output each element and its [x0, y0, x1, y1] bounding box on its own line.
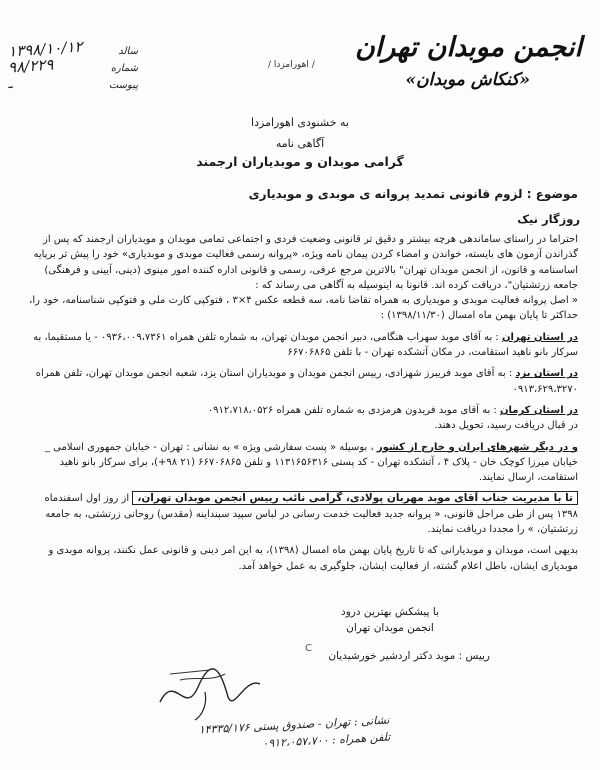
org-name: انجمن موبدان تهران — [354, 32, 582, 63]
body-paragraph-intro: احتراما در راستای ساماندهی هرچه بیشتر و دقیق تر قانونی وضعیت فردی و اجتماعی تمامی موبدان و موبدیاران ارجمند که پس از گذراندن آزمون های بایسته، خواندن و امضاء کردن پیمان نامه ویژه، «پروانه رسمی فعالیت موبدی و موبدیاری» خود را پیش تر برپایه اساسنامه و قانون، از انجمن موبدان تهران" بالاترین مرجع عرفی، رسمی و قانونی اداره کننده امور مینوی (دینی، آیینی و فرهنگی) جامعه زرتشتیان"، دریافت کرده اند. قانونا به اینوسیله به آگاهی می رساند که : — [33, 234, 578, 291]
number-label: شماره — [110, 63, 138, 74]
regards-line: با پیشکش بهترین درود — [341, 606, 439, 618]
delivery-note: در قبال دریافت رسید، تحویل دهند. — [434, 420, 578, 432]
date-label: سالد — [118, 46, 138, 57]
invocation: به خشنودی اهورامزدا — [251, 116, 349, 129]
other-cities-text: ، بوسیله « پست سفارشی ویژه » به نشانی : تهران - خیابان جمهوری اسلامی _ خیابان میرزا کوچک خان - پلاک ۴ ، آتشکده تهران - کد پستی ۱۱۳۱۶۵۶۳۱۶ و تلفن ۶۶۷۰۶۸۶۵ (۲۱ ۹۸+)، برای سرکار بانو ناهید استقامت، ارسال نمایند. — [44, 441, 578, 484]
yazd-instruction — [22, 366, 578, 397]
motto: / اهورامزدا / — [268, 60, 315, 70]
yazd-label: در استان یزد — [515, 368, 578, 380]
signature-org: انجمن موبدان تهران — [346, 622, 434, 634]
attachment-value: ـ — [7, 73, 14, 93]
date-row — [7, 37, 138, 61]
subject-line: موضوع : لزوم قانونی تمدید پروانه ی موبدی و موبدیاری — [248, 187, 578, 201]
body-paragraph-requirements: « اصل پروانه فعالیت موبدی و موبدیاری به همراه تقاضا نامه، سه قطعه عکس ۴×۳ ، فتوکپی کارت ملی و فتوکپی شناسنامه، خود را، حداکثر تا پایان بهمن ماه امسال (۱۳۹۸/۱۱/۳۰) : — [29, 295, 578, 322]
other-cities-instruction — [22, 440, 578, 486]
greeting: روزگار نیک — [517, 212, 580, 226]
tehran-text: : به آقای موبد سهراب هنگامی، دبیر انجمن موبدان تهران، به شماره تلفن همراه ۰۹۳۶،۰۰۹،۷۳۶۱ - یا مستقیما، به سرکار بانو ناهید استقامت، در مکان آتشکده تهران - با تلفن ۶۶۷۰۶۸۶۵ — [33, 331, 578, 359]
letter-meta — [7, 37, 138, 93]
kerman-text: : به آقای موبد فریدون هرمزدی به شماره تلفن همراه ۰۹۱۲،۷۱۸،۰۵۲۶ — [207, 404, 497, 416]
attachment-row — [8, 74, 138, 91]
other-cities-label: و در دیگر شهرهای ایران و خارج از کشور — [376, 441, 578, 453]
management-highlight: تا با مدیریت جناب آقای موبد مهربان پولادی، گرامی نائب رییس انجمن موبدان تهران، — [132, 491, 578, 505]
date-value: ۱۳۹۸/۱۰/۱۲ — [7, 37, 84, 61]
kerman-instruction — [22, 403, 578, 418]
tehran-instruction — [22, 330, 578, 361]
handwritten-signature — [150, 662, 270, 722]
number-row — [7, 55, 138, 77]
signature-block — [280, 604, 500, 636]
handwritten-phone-line: تلفن همراه : ۰۹۱۲،۰۵۷،۷۰۰ — [262, 730, 391, 751]
number-value: ۹۸/۲۲۹ — [7, 55, 54, 77]
org-subtitle: «کنکاش موبدان» — [405, 70, 530, 90]
management-paragraph — [22, 491, 578, 537]
addressee: گرامی موبدان و موبدیاران ارجمند — [196, 154, 404, 169]
yazd-text: : به آقای موبد فریبرز شهزادی، رییس انجمن موبدان و موبدیاران استان یزد، شعبه انجمن موبدان تهران، تلفن همراه ۰۹۱۳،۶۲۹،۳۲۷۰ — [35, 368, 578, 395]
handwritten-address-line: نشانی : تهران - صندوق پستی ۱۴۳۳۵/۱۷۶ — [198, 713, 390, 737]
notice-title: آگاهی نامه — [275, 137, 325, 150]
letter-body — [22, 232, 578, 574]
president-line: رییس : موبد دکتر اردشیر خورشیدیان — [328, 650, 490, 662]
management-text: از روز اول اسفندماه ۱۳۹۸ پس از طی مراحل قانونی، « پروانه جدید فعالیت خدمت رسانی در لباس سپید سپنداینه (مقدس) روحانی زرتشتی، به جامعه زرتشتیان، » را مجددا دریافت نمایند. — [44, 493, 578, 536]
kerman-label: در استان کرمان — [499, 404, 578, 416]
attachment-label: پیوست — [108, 80, 138, 91]
signature-initial: C — [305, 643, 312, 654]
tehran-label: در استان تهران — [501, 331, 578, 343]
closing-paragraph: بدیهی است، موبدان و موبدیارانی که تا تاریخ پایان بهمن ماه امسال (۱۳۹۸)، به این امر دینی و قانونی عمل نکنند، پروانه موبدی و موبدیاری ایشان، باطل اعلام گشته، از فعالیت ایشان، جلوگیری به عمل خواهد آمد. — [48, 545, 578, 572]
